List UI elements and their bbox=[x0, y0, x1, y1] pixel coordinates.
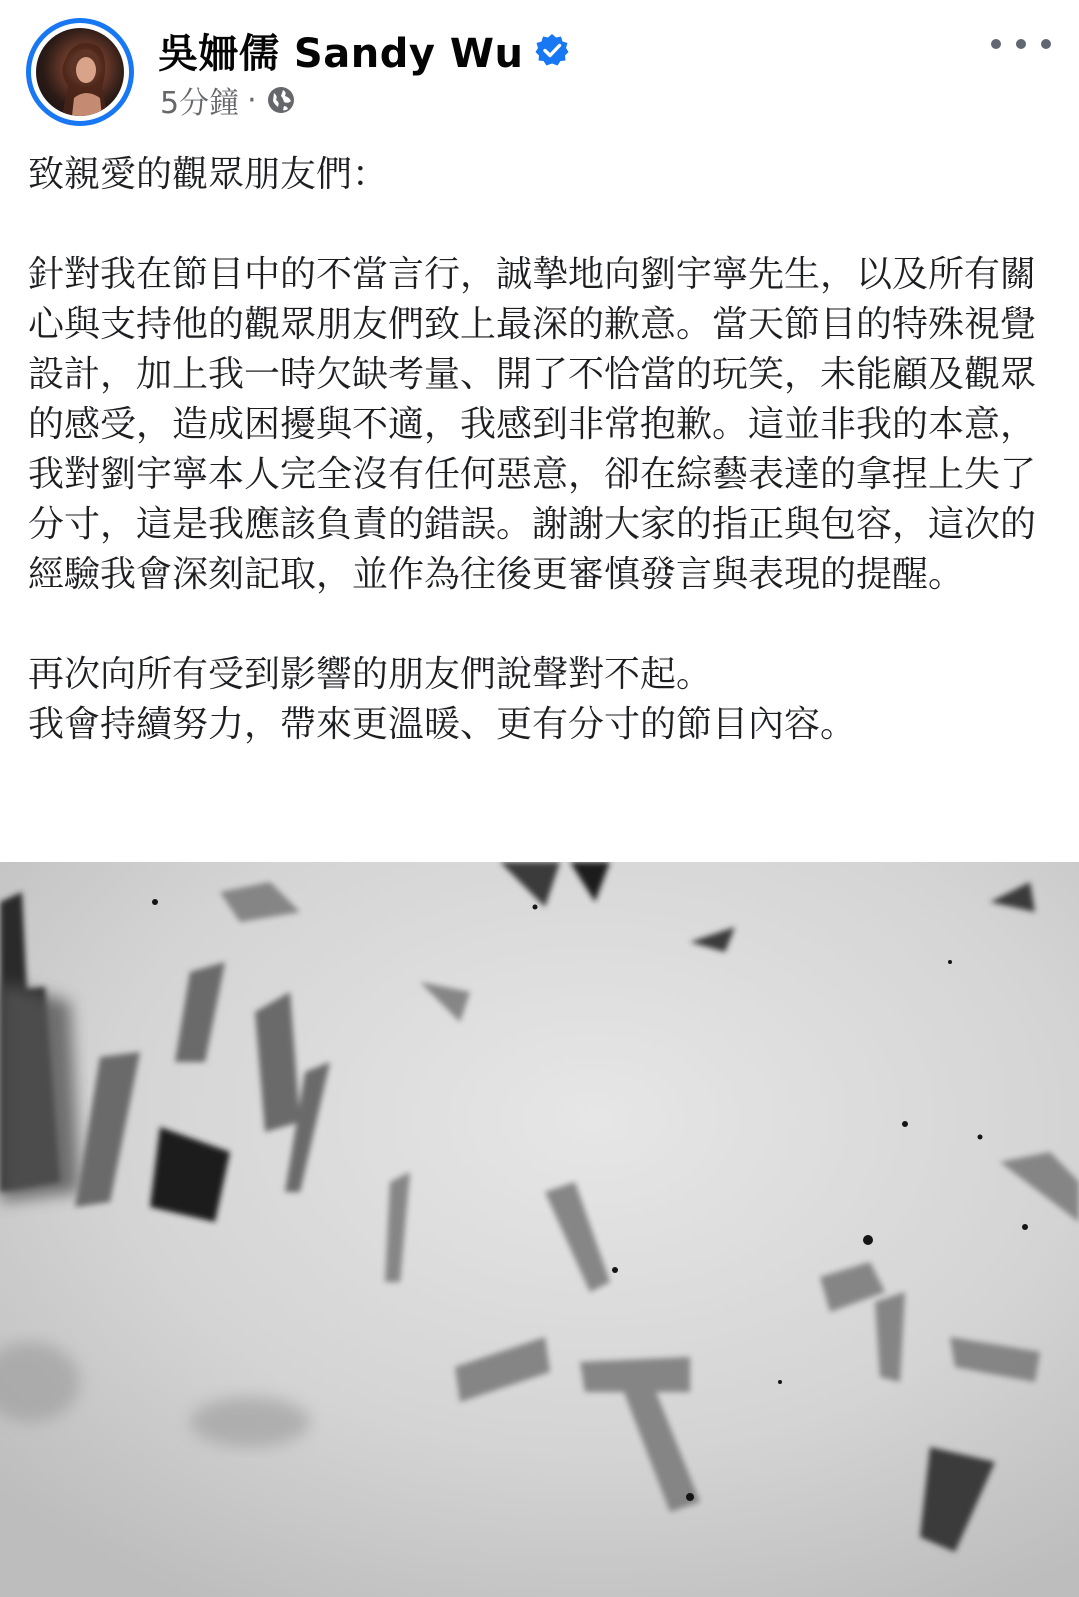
more-options-icon-dot bbox=[1041, 39, 1051, 49]
more-options-button[interactable] bbox=[991, 26, 1051, 62]
post-closing-1: 再次向所有受到影響的朋友們說聲對不起。 bbox=[28, 654, 713, 695]
paragraph-gap bbox=[28, 200, 1038, 250]
post-image[interactable] bbox=[0, 862, 1079, 1597]
post-text bbox=[28, 150, 1038, 750]
paragraph-gap bbox=[28, 600, 1038, 650]
profile-photo[interactable] bbox=[36, 28, 124, 116]
post-header bbox=[0, 0, 1079, 140]
meta-separator: · bbox=[247, 82, 257, 118]
profile-photo-graphic bbox=[36, 28, 124, 116]
verified-badge-icon bbox=[535, 33, 569, 67]
author-line bbox=[158, 22, 569, 78]
author-name[interactable]: 吳姍儒 Sandy Wu bbox=[158, 30, 524, 77]
post-body: 針對我在節目中的不當言行，誠摯地向劉宇寧先生，以及所有關心與支持他的觀眾朋友們致上最深的歉意。當天節目的特殊視覺設計，加上我一時欠缺考量、開了不恰當的玩笑，未能顧及觀眾的感受，造成困擾與不適，我感到非常抱歉。這並非我的本意，我對劉宇寧本人完全沒有任何惡意，卻在綜藝表達的拿捏上失了分寸，這是我應該負責的錯誤。謝謝大家的指正與包容，這次的經驗我會深刻記取，並作為往後更審慎發言與表現的提醒。 bbox=[28, 254, 1037, 595]
avatar[interactable] bbox=[26, 18, 134, 126]
more-options-icon bbox=[991, 39, 1001, 49]
post-closing-2: 我會持續努力，帶來更溫暖、更有分寸的節目內容。 bbox=[28, 704, 857, 745]
post-greeting: 致親愛的觀眾朋友們： bbox=[28, 154, 389, 195]
globe-icon bbox=[265, 84, 297, 116]
post-timestamp[interactable]: 5分鐘 bbox=[160, 86, 240, 121]
more-options-icon-dot bbox=[1016, 39, 1026, 49]
post-meta bbox=[160, 80, 297, 120]
grey-confetti-image bbox=[0, 862, 1079, 1597]
